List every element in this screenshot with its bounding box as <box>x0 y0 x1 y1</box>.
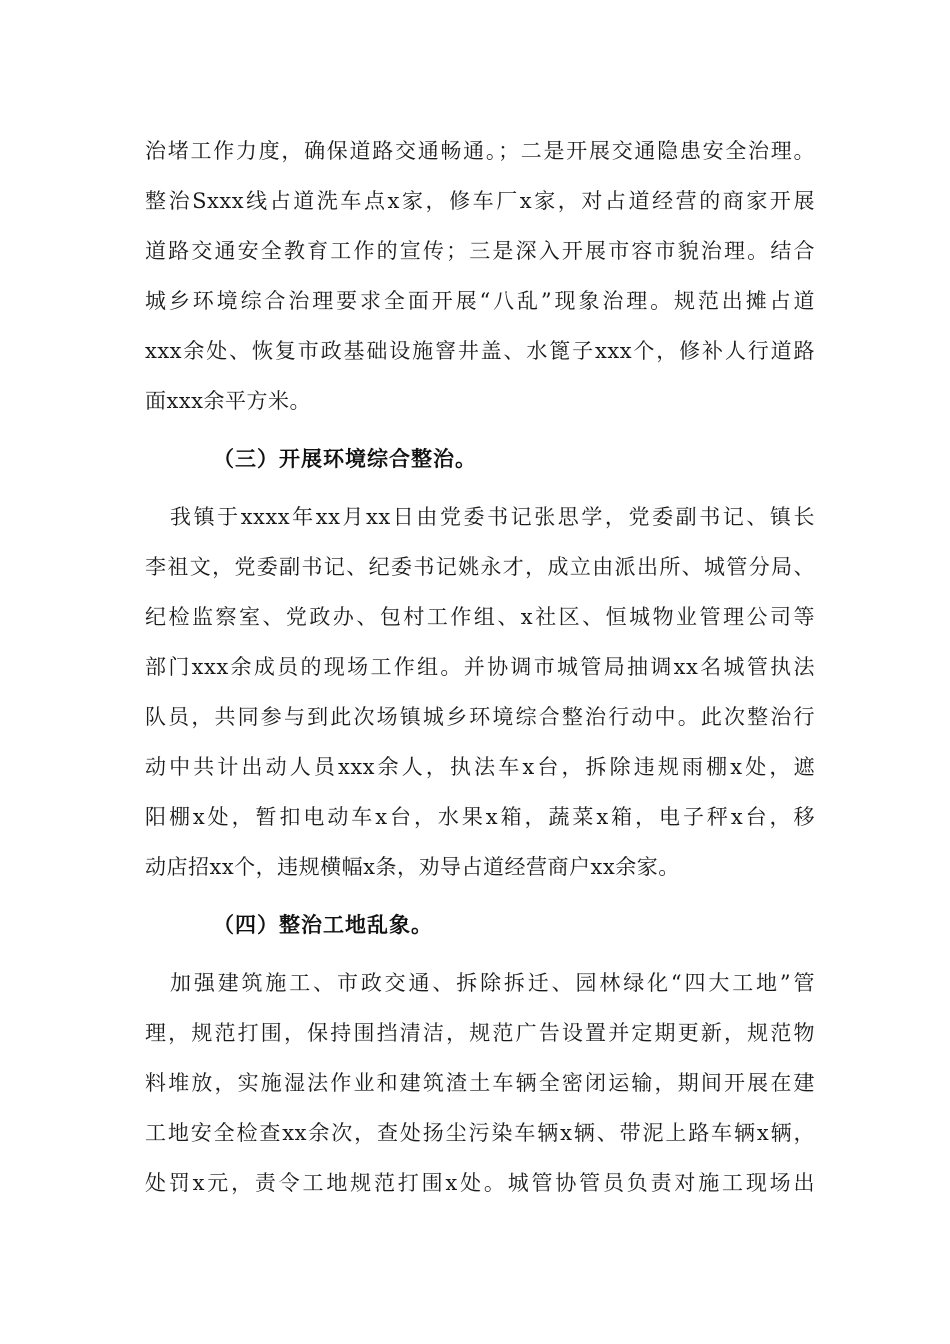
paragraph-2-line-8: 动店招xx个，违规横幅x条，劝导占道经营商户xx余家。 <box>145 855 680 879</box>
paragraph-1-line-5: xxx余处、恢复市政基础设施窨井盖、水篦子xxx个，修补人行道路 <box>145 339 815 363</box>
paragraph-1-line-6: 面xxx余平方米。 <box>145 389 312 413</box>
section-heading-3: （三）开展环境综合整治。 <box>213 447 477 471</box>
paragraph-3-line-4: 工地安全检查xx余次，查处扬尘污染车辆x辆、带泥上路车辆x辆， <box>145 1121 815 1145</box>
paragraph-2-line-3: 纪检监察室、党政办、包村工作组、x社区、恒城物业管理公司等 <box>145 605 815 629</box>
paragraph-3-line-3: 料堆放，实施湿法作业和建筑渣土车辆全密闭运输，期间开展在建 <box>145 1071 815 1095</box>
paragraph-1-line-4: 城乡环境综合治理要求全面开展“八乱”现象治理。规范出摊占道 <box>145 289 815 313</box>
section-heading-4: （四）整治工地乱象。 <box>213 913 433 937</box>
paragraph-2-line-4: 部门xxx余成员的现场工作组。并协调市城管局抽调xx名城管执法 <box>145 655 815 679</box>
paragraph-2-line-7: 阳棚x处，暂扣电动车x台，水果x箱，蔬菜x箱，电子秤x台，移 <box>145 805 815 829</box>
paragraph-2-line-5: 队员，共同参与到此次场镇城乡环境综合整治行动中。此次整治行 <box>145 705 815 729</box>
paragraph-3-line-5: 处罚x元，责令工地规范打围x处。城管协管员负责对施工现场出 <box>145 1171 815 1195</box>
paragraph-1-line-3: 道路交通安全教育工作的宣传；三是深入开展市容市貌治理。结合 <box>145 239 815 263</box>
paragraph-2-line-6: 动中共计出动人员xxx余人，执法车x台，拆除违规雨棚x处，遮 <box>145 755 815 779</box>
paragraph-3-line-2: 理，规范打围，保持围挡清洁，规范广告设置并定期更新，规范物 <box>145 1021 815 1045</box>
paragraph-1-line-1: 治堵工作力度，确保道路交通畅通。；二是开展交通隐患安全治理。 <box>145 139 815 163</box>
paragraph-1-line-2: 整治Sxxx线占道洗车点x家，修车厂x家，对占道经营的商家开展 <box>145 189 815 213</box>
paragraph-2-line-2: 李祖文，党委副书记、纪委书记姚永才，成立由派出所、城管分局、 <box>145 555 815 579</box>
paragraph-2-line-1: 我镇于xxxx年xx月xx日由党委书记张思学，党委副书记、镇长 <box>170 505 815 529</box>
paragraph-3-line-1: 加强建筑施工、市政交通、拆除拆迁、园林绿化“四大工地”管 <box>170 971 815 995</box>
